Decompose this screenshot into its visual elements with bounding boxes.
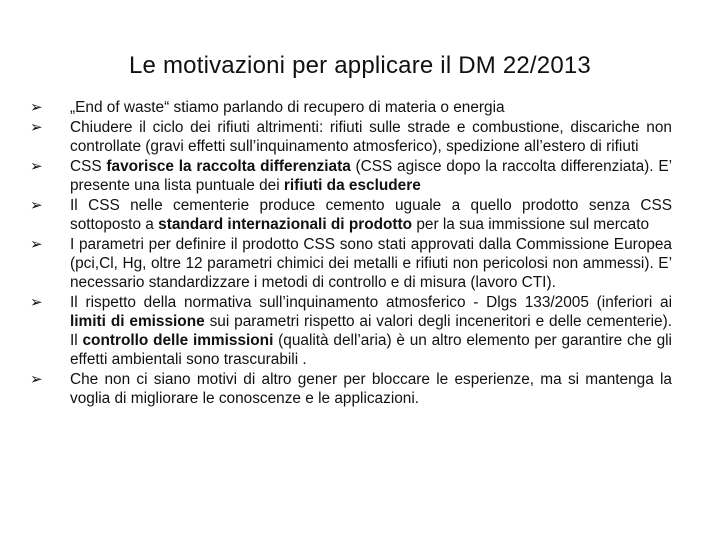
bullet-item: ➢ Il CSS nelle cementerie produce cemento uguale a quello prodotto senza CSS sottoposto a standard internazionali di prodotto per la sua immissione sul mercato: [30, 197, 672, 233]
bullet-item: ➢ Chiudere il ciclo dei rifiuti altrimenti: rifiuti sulle strade e combustione, discariche non controllate (gravi effetti sull’inquinamento atmosferico), spedizione all’estero di rifiuti: [30, 119, 672, 155]
bullet-item: ➢ I parametri per definire il prodotto CSS sono stati approvati dalla Commissione Europea (pci,Cl, Hg, oltre 12 parametri chimici dei metalli e rifiuti non pericolosi non ammessi). E’ necessario standardizzare i metodi di controllo e di misura (lavoro CTI).: [30, 236, 672, 291]
arrow-bullet-icon: ➢: [30, 371, 43, 388]
bullet-list: [30, 98, 672, 409]
bullet-item: ➢ CSS favorisce la raccolta differenziata (CSS agisce dopo la raccolta differenziata). E’ presente una lista puntuale dei rifiuti da escludere: [30, 158, 673, 194]
bullet-item: ➢ „End of waste“ stiamo parlando di recupero di materia o energia: [30, 99, 505, 116]
arrow-bullet-icon: ➢: [30, 119, 43, 136]
arrow-bullet-icon: ➢: [30, 99, 43, 116]
arrow-bullet-icon: ➢: [30, 236, 43, 253]
bullet-item: ➢ Che non ci siano motivi di altro gener per bloccare le esperienze, ma si mantenga la voglia di migliorare le conoscenze e le applicazioni.: [30, 371, 672, 407]
arrow-bullet-icon: ➢: [30, 158, 43, 175]
arrow-bullet-icon: ➢: [30, 294, 43, 311]
arrow-bullet-icon: ➢: [30, 197, 43, 214]
slide-title: Le motivazioni per applicare il DM 22/2013: [129, 52, 591, 79]
bullet-item: ➢ Il rispetto della normativa sull’inquinamento atmosferico - Dlgs 133/2005 (inferiori ai limiti di emissione sui parametri rispetto ai valori degli inceneritori e delle cementerie). Il controllo delle immissioni (qualità dell’aria) è un altro elemento per garantire che gli effetti ambientali sono trascurabili .: [30, 294, 672, 368]
